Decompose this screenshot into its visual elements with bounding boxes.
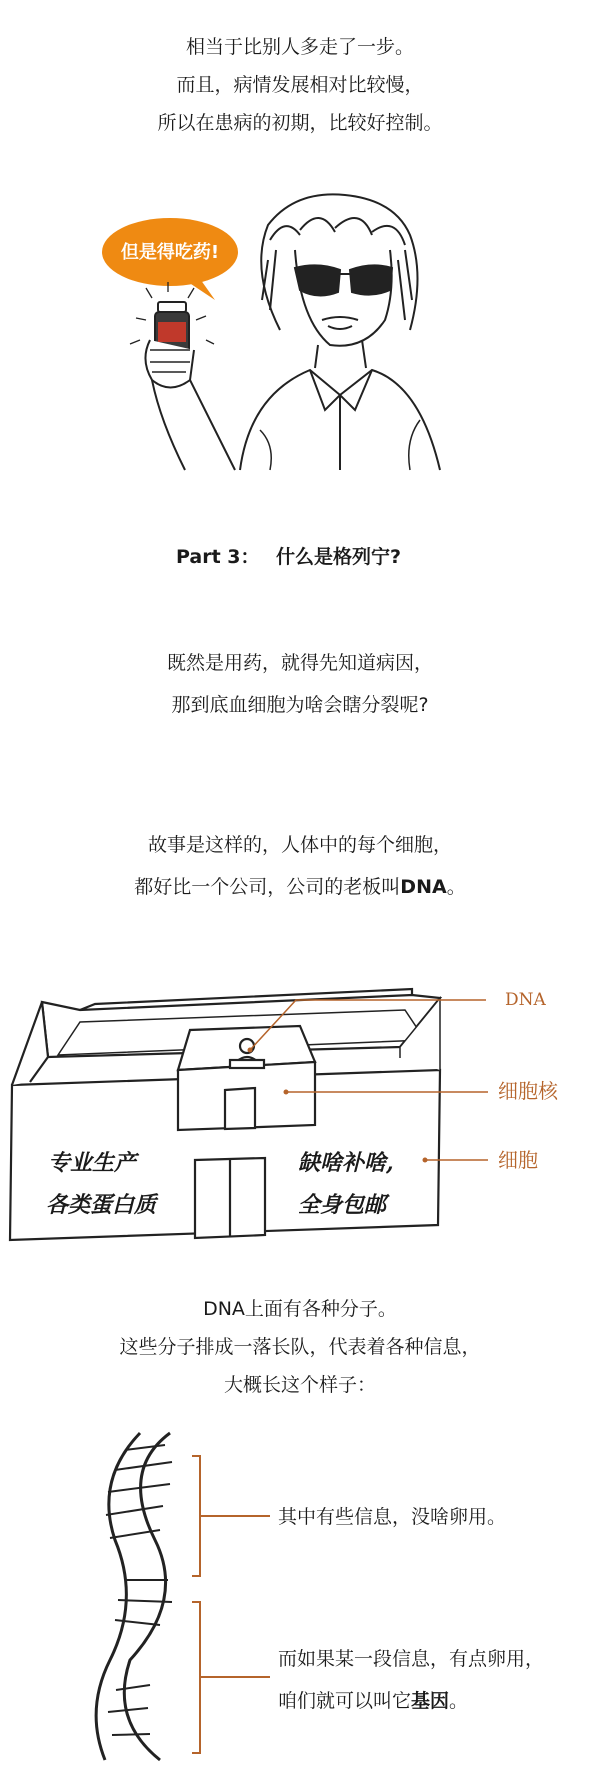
sign-right-line-1: 缺啥补啥, xyxy=(298,1150,394,1176)
label-nucleus: 细胞核 xyxy=(498,1079,558,1103)
dna-note-2-post: 。 xyxy=(449,1690,469,1712)
para1-line-2: 那到底血细胞为啥会瞎分裂呢? xyxy=(171,694,429,716)
sign-right-line-2: 全身包邮 xyxy=(298,1192,387,1218)
sign-left-line-1: 专业生产 xyxy=(48,1150,137,1176)
part3-label: Part 3： xyxy=(176,546,260,568)
dna-note-2-line-2 xyxy=(278,1686,468,1716)
dna-brackets xyxy=(192,1456,270,1753)
para3-line-3: 大概长这个样子： xyxy=(223,1374,376,1396)
man-figure xyxy=(240,194,440,470)
para3-line-1: DNA上面有各种分子。 xyxy=(203,1298,397,1320)
part3-title: 什么是格列宁? xyxy=(276,546,402,568)
dna-note-2-line-1: 而如果某一段信息，有点卵用， xyxy=(278,1648,545,1670)
label-cell: 细胞 xyxy=(498,1148,538,1172)
intro-line-2: 而且，病情发展相对比较慢， xyxy=(176,74,424,96)
dna-helix xyxy=(96,1433,172,1760)
dna-note-2-pre: 咱们就可以叫它 xyxy=(278,1690,412,1712)
label-dna: DNA xyxy=(505,990,546,1010)
para2-line-1: 故事是这样的，人体中的每个细胞， xyxy=(147,834,452,856)
dna-note-1: 其中有些信息，没啥卵用。 xyxy=(278,1506,507,1528)
para2-line2-post: 。 xyxy=(446,876,466,898)
para2-line2-pre: 都好比一个公司，公司的老板叫 xyxy=(134,876,401,898)
para1-line-1: 既然是用药，就得先知道病因， xyxy=(166,652,433,674)
intro-line-1: 相当于比别人多走了一步。 xyxy=(185,36,414,58)
speech-bubble-text: 但是得吃药! xyxy=(120,242,220,263)
para2-dna-bold: DNA xyxy=(400,876,447,898)
dna-note-2-gene: 基因 xyxy=(411,1690,450,1712)
sign-left-line-2: 各类蛋白质 xyxy=(46,1192,157,1218)
intro-line-3: 所以在患病的初期，比较好控制。 xyxy=(157,112,443,134)
para3-line-2: 这些分子排成一落长队，代表着各种信息， xyxy=(119,1336,481,1358)
pill-bottle xyxy=(145,302,194,388)
para2-line-2 xyxy=(0,872,600,902)
